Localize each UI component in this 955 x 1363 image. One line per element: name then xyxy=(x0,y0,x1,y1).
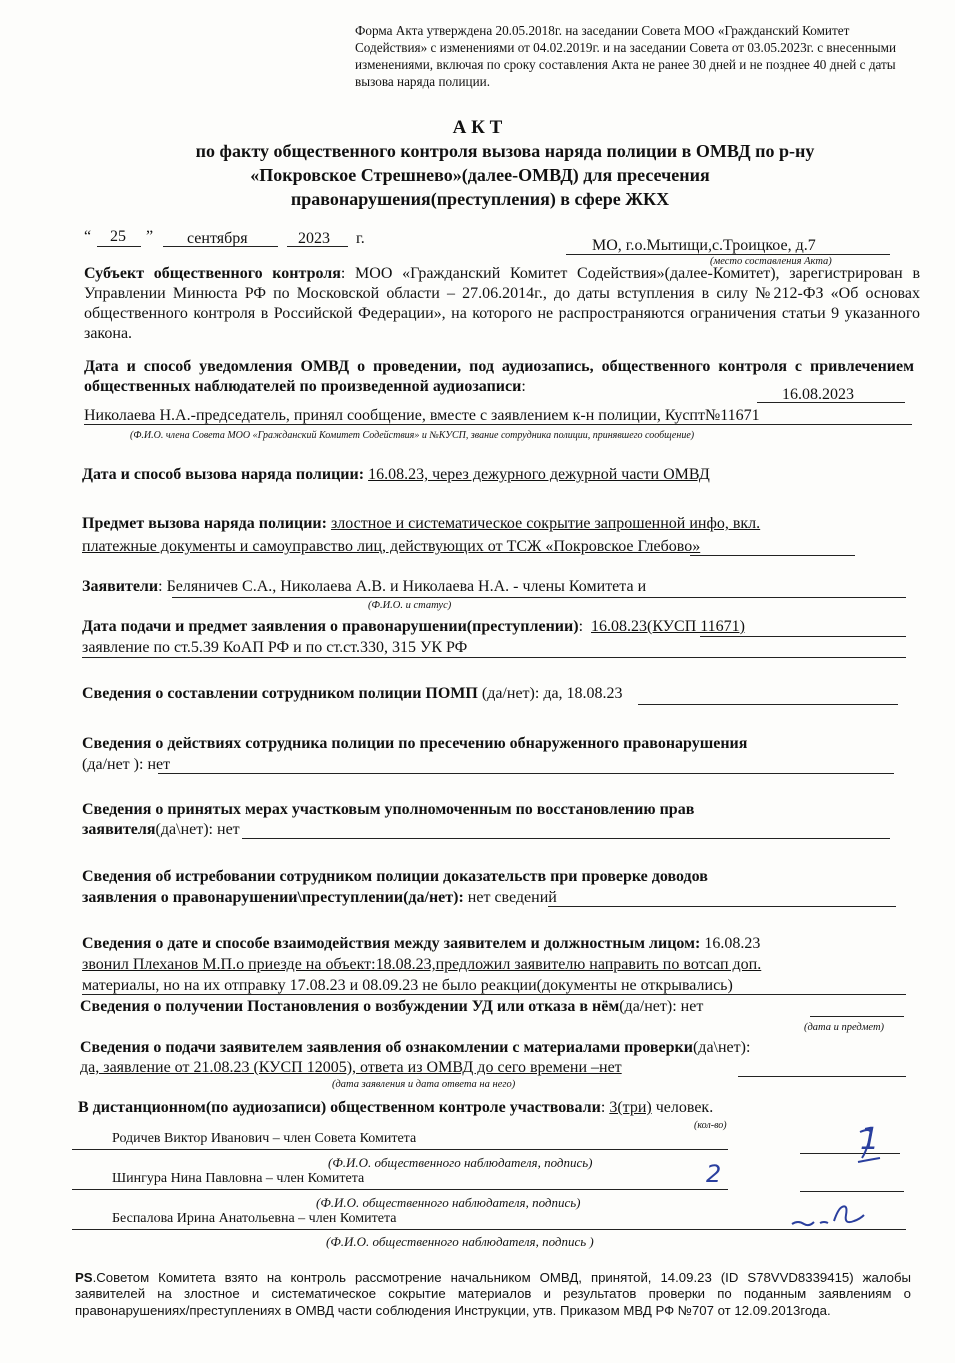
application-label: Дата подачи и предмет заявления о правонарушении(преступлении) xyxy=(82,618,579,635)
call-subject-value2: платежные документы и самоуправство лиц, действующих от ТСЖ «Покровское Глебово» xyxy=(82,538,701,555)
evidence-value: нет сведений xyxy=(467,889,557,906)
review-underline xyxy=(738,1076,906,1077)
ps-text: .Советом Комитета взято на контроль рассмотрение начальником ОМВД, принятой, 14.09.23 (ID S78VVD8339415) жалобы заявителей на злостное и систематическое сокрытие материалов и результатов проверки по поданным заявлениям о правонарушениях/преступлениях в ОМВД части соблюдения Инструкции, утв. Приказом МВД РФ №707 от 12.09.2013года. xyxy=(75,1270,911,1318)
date-month: сентября xyxy=(187,230,248,247)
resolution-row: Сведения о получении Постановления о возбуждении УД или отказа в нём(да/нет): нет xyxy=(80,998,704,1015)
evidence-label1: Сведения об истребовании сотрудником полиции доказательств при проверке доводов xyxy=(82,868,708,885)
participant-underline-1 xyxy=(72,1149,728,1150)
act-subtitle-line2: «Покровское Стрешнево»(далее-ОМВД) для пресечения xyxy=(250,165,710,185)
review-value: да, заявление от 21.08.23 (КУСП 12005), ответа из ОМВД до сего времени –нет xyxy=(80,1059,622,1076)
subject-text: : МОО «Гражданский Комитет Содействия»(далее-Комитет), зарегистрирован в Управлении Минюста РФ по Московской области – 27.06.2014г., до даты вступления в силу №212-ФЗ «Об основах общественного контроля в Российской Федерации», на которого не распространяются ограничения статьи 9 указанного закона. xyxy=(84,265,921,342)
resolution-underline xyxy=(810,1016,904,1017)
interaction-date: 16.08.23 xyxy=(704,935,761,952)
evidence-row: заявления о правонарушении\преступлении(да/нет): нет сведений xyxy=(82,889,557,906)
year-underline xyxy=(287,246,348,247)
actions-row: (да/нет ): нет xyxy=(82,756,171,773)
signature-1: 1 xyxy=(860,1122,880,1157)
participants-count: 3(три) xyxy=(609,1099,652,1116)
call-subject-label: Предмет вызова наряда полиции: xyxy=(82,515,327,532)
review-row: Сведения о подачи заявителем заявления об ознакомлении с материалами проверки(да\нет): xyxy=(80,1039,751,1056)
pomp-underline xyxy=(638,704,898,705)
subject-label: Субъект общественного контроля xyxy=(84,265,341,282)
application-row: Дата подачи и предмет заявления о правонарушении(преступлении): 16.08.23(КУСП 11671) xyxy=(82,618,745,635)
form-approval-note: Форма Акта утверждена 20.05.2018г. на заседании Совета МОО «Гражданский Комитет Содействия» с изменениями от 04.02.2019г. и на заседании Совета от 03.05.2023г. с внесенными изменениями, включая по сроку составления Акта не ранее 30 дней и не позднее 40 дней с даты вызова наряда полиции. xyxy=(355,23,897,89)
place-caption: (место составления Акта) xyxy=(710,256,832,267)
evidence-underline xyxy=(548,906,896,907)
call-subject-row xyxy=(82,514,760,533)
participant-name-3: Беспалова Ирина Анатольевна – член Комитета xyxy=(112,1211,397,1226)
date-day: 25 xyxy=(110,228,126,245)
actions-underline xyxy=(158,773,894,774)
participant-name-2: Шингура Нина Павловна – член Комитета xyxy=(112,1171,365,1186)
notification-line2-underline xyxy=(84,424,912,425)
call-value: 16.08.23, через дежурного дежурной части ОМВД xyxy=(368,466,710,483)
pomp-value: да, 18.08.23 xyxy=(543,685,623,702)
participant-caption-1: (Ф.И.О. общественного наблюдателя, подпись) xyxy=(328,1155,593,1170)
participant-underline-3 xyxy=(72,1229,906,1230)
signature-1-scribble xyxy=(850,1126,890,1166)
ps-paragraph xyxy=(75,1270,911,1319)
quote-open: “ xyxy=(84,228,92,245)
call-subject-value1: злостное и систематическое сокрытие запрошенной инфо, вкл. xyxy=(330,515,761,532)
participant-name-1: Родичев Виктор Иванович – член Совета Комитета xyxy=(112,1131,417,1146)
participant-underline-2 xyxy=(72,1189,728,1190)
participant-caption-3: (Ф.И.О. общественного наблюдателя, подпись ) xyxy=(326,1234,594,1249)
call-subject-underline xyxy=(690,555,855,556)
applicants-caption: (Ф.И.О. и статус) xyxy=(368,600,452,611)
subject-paragraph xyxy=(84,264,920,344)
interaction-row xyxy=(82,934,760,953)
notification-colon: : xyxy=(521,378,526,395)
signature-underline-2 xyxy=(800,1191,904,1192)
call-row xyxy=(82,465,710,484)
participants-label: В дистанционном(по аудиозаписи) общественном контроле участвовали xyxy=(78,1099,601,1116)
participant-caption-2: (Ф.И.О. общественного наблюдателя, подпись) xyxy=(316,1195,581,1210)
interaction-underline xyxy=(82,994,906,995)
notification-date-underline xyxy=(757,402,905,403)
place-underline xyxy=(566,254,890,255)
act-subtitle-line3: правонарушения(преступления) в сфере ЖКХ xyxy=(290,189,670,209)
application-underline2 xyxy=(82,657,906,658)
pomp-label: Сведения о составлении сотрудником полиции ПОМП xyxy=(82,685,478,702)
applicants-underline xyxy=(172,597,906,598)
date-year: 2023 xyxy=(298,230,330,247)
review-caption: (дата заявления и дата ответа на него) xyxy=(332,1079,516,1090)
notification-date: 16.08.2023 xyxy=(782,386,854,403)
year-suffix: г. xyxy=(356,230,365,247)
call-label: Дата и способ вызова наряда полиции: xyxy=(82,466,365,483)
act-title: А К Т xyxy=(452,117,503,138)
pomp-row: Сведения о составлении сотрудником полиции ПОМП (да/нет): да, 18.08.23 xyxy=(82,685,623,702)
quote-close: ” xyxy=(146,228,154,245)
participants-caption: (кол-во) xyxy=(694,1120,727,1131)
notification-line2: Николаева Н.А.-председатель, принял сообщение, вместе с заявлением к-н полиции, Куспт№11671 xyxy=(84,407,760,424)
measures-label1: Сведения о принятых мерах участковым уполномоченным по восстановлению прав xyxy=(82,801,695,818)
measures-underline xyxy=(242,838,890,839)
applicants-row xyxy=(82,577,646,596)
interaction-line2: звонил Плеханов М.П.о приезде на объект:18.08.23,предложил заявителю направить по вотсап доп. xyxy=(82,956,762,973)
application-value2: заявление по ст.5.39 КоАП РФ и по ст.ст.330, 315 УК РФ xyxy=(82,639,468,656)
actions-label: Сведения о действиях сотрудника полиции по пресечению обнаруженного правонарушения xyxy=(82,735,748,752)
measures-value: нет xyxy=(217,821,240,838)
applicants-label: Заявители xyxy=(82,578,159,595)
resolution-label: Сведения о получении Постановления о возбуждении УД или отказа в нём xyxy=(80,998,620,1015)
act-subtitle-line1: по факту общественного контроля вызова наряда полиции в ОМВД по р-ну xyxy=(195,141,815,161)
notification-label: Дата и способ уведомления ОМВД о проведении, под аудиозапись, общественного контроля с привлечением общественных наблюдателей по произведенной аудиозаписи: xyxy=(84,358,914,395)
signature-2: 2 xyxy=(706,1160,722,1188)
application-underline1 xyxy=(700,636,906,637)
signature-3-scribble xyxy=(790,1200,890,1234)
application-value1: 16.08.23(КУСП 11671) xyxy=(591,618,745,635)
applicants-value: : Беляничев С.А., Николаева А.В. и Николаева Н.А. - члены Комитета и xyxy=(158,578,647,595)
measures-row: заявителя(да\нет): нет xyxy=(82,821,240,838)
review-label: Сведения о подачи заявителем заявления об ознакомлении с материалами проверки xyxy=(80,1039,693,1056)
resolution-value: нет xyxy=(680,998,704,1015)
day-underline xyxy=(97,246,141,247)
participants-row: В дистанционном(по аудиозаписи) общественном контроле участвовали: 3(три) человек. xyxy=(78,1099,714,1116)
interaction-line3: материалы, но на их отправку 17.08.23 и 08.09.23 не было реакции(документы не открывались) xyxy=(82,977,733,994)
place-value: МО, г.о.Мытищи,с.Троицкое, д.7 xyxy=(592,237,816,254)
notification-caption: (Ф.И.О. члена Совета МОО «Гражданский Комитет Содействия» и №КУСП, звание сотрудника полиции, принявшего сообщение) xyxy=(130,430,695,441)
actions-value: нет xyxy=(147,756,171,773)
interaction-label: Сведения о дате и способе взаимодействия между заявителем и должностным лицом: xyxy=(82,935,701,952)
ps-label: PS xyxy=(75,1270,93,1285)
resolution-caption: (дата и предмет) xyxy=(804,1022,885,1033)
month-underline xyxy=(163,246,278,247)
